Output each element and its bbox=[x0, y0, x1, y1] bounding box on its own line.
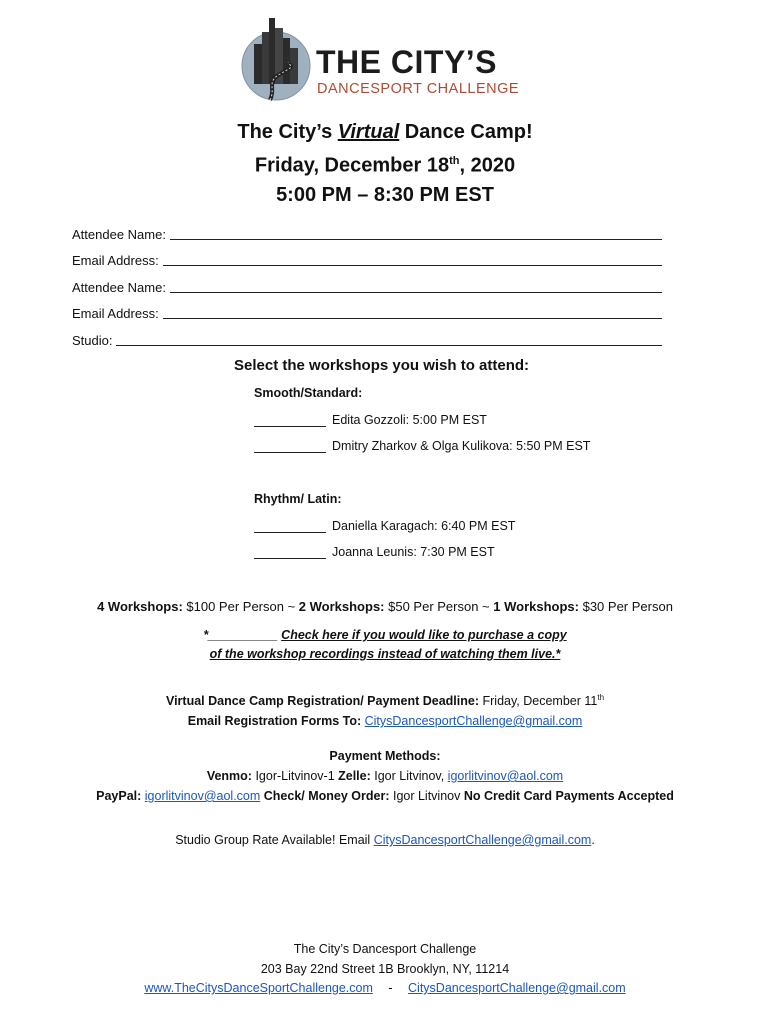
price-1-label: 1 Workshops: bbox=[493, 599, 579, 614]
footer-email-link[interactable]: CitysDancesportChallenge@gmail.com bbox=[408, 981, 626, 995]
check-label: Check/ Money Order: bbox=[260, 789, 390, 803]
workshop-item[interactable] bbox=[254, 545, 495, 559]
field-label: Studio: bbox=[72, 332, 113, 348]
event-title-emphasis: Virtual bbox=[337, 121, 400, 143]
email-address-field-1[interactable] bbox=[72, 242, 662, 269]
workshop-label: Daniella Karagach: 6:40 PM EST bbox=[332, 519, 516, 533]
field-label: Attendee Name: bbox=[72, 279, 166, 295]
event-date bbox=[0, 147, 770, 181]
price-4-value: $100 Per Person ~ bbox=[182, 599, 299, 614]
recording-line-1 bbox=[0, 626, 770, 645]
registration-email-link[interactable]: CitysDancesportChallenge@gmail.com bbox=[364, 714, 583, 729]
deadline-line bbox=[0, 688, 770, 711]
fill-line[interactable] bbox=[163, 304, 662, 319]
event-time: 5:00 PM – 8:30 PM EST bbox=[276, 183, 494, 206]
studio-field[interactable] bbox=[72, 321, 662, 348]
workshop-label: Edita Gozzoli: 5:00 PM EST bbox=[332, 413, 487, 427]
workshop-checkbox-blank[interactable] bbox=[254, 545, 326, 559]
attendee-fields bbox=[72, 215, 662, 348]
price-2-value: $50 Per Person ~ bbox=[384, 599, 494, 614]
venmo-label: Venmo: bbox=[206, 769, 252, 783]
price-1-value: $30 Per Person bbox=[578, 599, 673, 614]
city-skyline-logo-icon bbox=[240, 14, 312, 102]
logo-subtitle: DANCESPORT CHALLENGE bbox=[317, 81, 520, 97]
fill-line[interactable] bbox=[163, 251, 662, 266]
zelle-label: Zelle: bbox=[338, 769, 371, 783]
footer-org-name: The City’s Dancesport Challenge bbox=[293, 942, 477, 956]
workshops-heading: Select the workshops you wish to attend: bbox=[234, 357, 530, 374]
footer-links bbox=[0, 979, 770, 999]
event-title-suffix: Dance Camp! bbox=[399, 121, 533, 143]
check-value: Igor Litvinov bbox=[389, 789, 464, 803]
email-address-field-2[interactable] bbox=[72, 295, 662, 322]
deadline-block bbox=[0, 688, 770, 731]
deadline-label: Virtual Dance Camp Registration/ Payment Deadline: bbox=[165, 694, 480, 709]
category-smooth-standard: Smooth/Standard: bbox=[254, 386, 363, 400]
category-rhythm-latin: Rhythm/ Latin: bbox=[254, 492, 342, 506]
field-label: Attendee Name: bbox=[72, 226, 166, 242]
group-rate-text: Studio Group Rate Available! Email bbox=[175, 833, 374, 847]
event-date-suffix: , 2020 bbox=[459, 154, 516, 177]
attendee-name-field-1[interactable] bbox=[72, 215, 662, 242]
event-title-prefix: The City’s bbox=[237, 121, 338, 143]
group-rate-line bbox=[0, 830, 770, 850]
deadline-sup: th bbox=[597, 693, 605, 702]
workshop-checkbox-blank[interactable] bbox=[254, 439, 326, 453]
recording-text-2: of the workshop recordings instead of watching them live.* bbox=[209, 647, 561, 661]
payment-heading bbox=[0, 746, 770, 766]
workshop-checkbox-blank[interactable] bbox=[254, 519, 326, 533]
venmo-zelle-line bbox=[0, 766, 770, 786]
workshop-item[interactable] bbox=[254, 413, 487, 427]
group-rate-email-link[interactable]: CitysDancesportChallenge@gmail.com bbox=[373, 833, 592, 847]
attendee-name-field-2[interactable] bbox=[72, 268, 662, 295]
paypal-check-line bbox=[0, 786, 770, 806]
field-label: Email Address: bbox=[72, 306, 159, 321]
field-label: Email Address: bbox=[72, 253, 159, 268]
workshop-item[interactable] bbox=[254, 519, 515, 533]
paypal-label: PayPal: bbox=[96, 789, 142, 803]
recording-text-1: Check here if you would like to purchase a copy bbox=[281, 628, 567, 642]
event-title bbox=[0, 118, 770, 147]
email-forms-label: Email Registration Forms To: bbox=[187, 714, 362, 729]
fill-line[interactable] bbox=[116, 331, 662, 346]
workshop-label: Dmitry Zharkov & Olga Kulikova: 5:50 PM EST bbox=[332, 439, 591, 453]
deadline-value: Friday, December 11 bbox=[479, 694, 598, 709]
venmo-value: Igor-Litvinov-1 bbox=[251, 769, 339, 783]
workshop-label: Joanna Leunis: 7:30 PM EST bbox=[332, 545, 495, 559]
logo-title: THE CITY’S bbox=[316, 44, 498, 80]
event-headline bbox=[0, 118, 770, 210]
fill-line[interactable] bbox=[170, 278, 662, 293]
payment-heading-text: Payment Methods: bbox=[329, 749, 441, 763]
group-rate-end: . bbox=[591, 833, 595, 847]
footer-separator: - bbox=[384, 981, 397, 995]
footer bbox=[0, 940, 770, 999]
fill-line[interactable] bbox=[170, 225, 662, 240]
zelle-email-link[interactable]: igorlitvinov@aol.com bbox=[447, 769, 564, 783]
no-credit-notice: No Credit Card Payments Accepted bbox=[463, 789, 674, 803]
event-date-prefix: Friday, December 18 bbox=[254, 154, 450, 177]
recording-blank[interactable]: *__________ bbox=[203, 628, 282, 642]
payment-block bbox=[0, 746, 770, 806]
recording-option[interactable] bbox=[0, 626, 770, 664]
logo bbox=[240, 14, 520, 104]
paypal-email-link[interactable]: igorlitvinov@aol.com bbox=[144, 789, 261, 803]
footer-address: 203 Bay 22nd Street 1B Brooklyn, NY, 11214 bbox=[260, 961, 510, 976]
zelle-value: Igor Litvinov, bbox=[370, 769, 448, 783]
footer-website-link[interactable]: www.TheCitysDanceSportChallenge.com bbox=[144, 981, 373, 995]
workshop-checkbox-blank[interactable] bbox=[254, 413, 326, 427]
workshop-item[interactable] bbox=[254, 439, 590, 453]
email-forms-line bbox=[0, 711, 770, 731]
price-4-label: 4 Workshops: bbox=[97, 599, 183, 614]
event-date-sup: th bbox=[449, 155, 460, 167]
pricing-line bbox=[0, 599, 770, 614]
price-2-label: 2 Workshops: bbox=[298, 599, 385, 614]
